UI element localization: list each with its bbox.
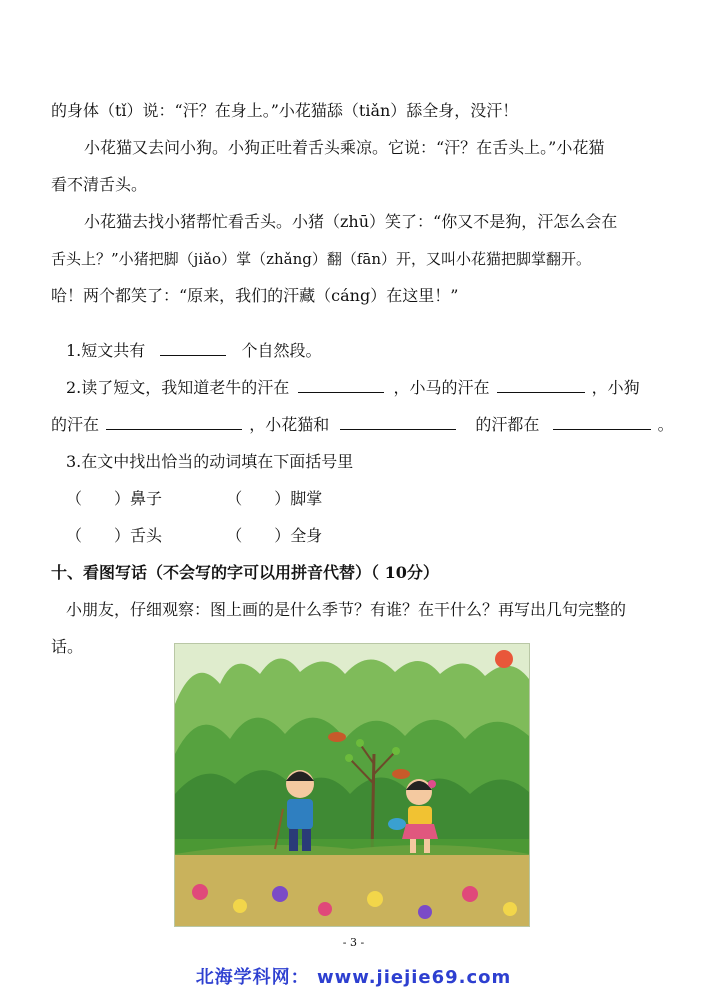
passage-line: 小花猫又去问小狗。小狗正吐着舌头乘凉。它说：“汗？在舌头上。”小花猫 bbox=[84, 138, 605, 157]
answer-blank[interactable] bbox=[160, 341, 226, 356]
question-1-text-end: 个自然段。 bbox=[241, 341, 322, 360]
option-label: 全身 bbox=[290, 526, 323, 545]
answer-blank[interactable] bbox=[497, 378, 585, 393]
option-label: 脚掌 bbox=[290, 489, 323, 508]
illustration-svg bbox=[175, 644, 529, 926]
passage-line: 哈！两个都笑了：“原来，我们的汗藏（cáng）在这里！” bbox=[51, 286, 459, 305]
page-number: - 3 - bbox=[342, 936, 365, 949]
answer-paren[interactable]: （ ） bbox=[66, 526, 131, 545]
answer-paren[interactable]: （ ） bbox=[226, 489, 291, 508]
question-2 bbox=[0, 378, 707, 398]
illustration-children-planting-tree bbox=[174, 643, 530, 927]
question-1 bbox=[0, 341, 707, 361]
question-2-text: 。 bbox=[657, 415, 674, 434]
answer-blank[interactable] bbox=[553, 415, 651, 430]
question-3: 3.在文中找出恰当的动词填在下面括号里 bbox=[66, 452, 354, 471]
question-2-text: 的汗都在 bbox=[475, 415, 540, 434]
passage-line: 舌头上？”小猪把脚（jiǎo）掌（zhǎng）翻（fān）开，又叫小花猫把脚掌翻开。 bbox=[51, 250, 592, 268]
question-3-row bbox=[0, 489, 707, 509]
answer-paren[interactable]: （ ） bbox=[226, 526, 291, 545]
question-2-text: ，小花猫和 bbox=[249, 415, 330, 434]
question-1-text: 1.短文共有 bbox=[66, 341, 146, 360]
answer-blank[interactable] bbox=[106, 415, 242, 430]
question-2-text: 2.读了短文，我知道老牛的汗在 bbox=[66, 378, 290, 397]
question-3-row bbox=[0, 526, 707, 546]
section-10-prompt: 小朋友，仔细观察：图上画的是什么季节？有谁？在干什么？再写出几句完整的 bbox=[66, 600, 627, 619]
option-label: 舌头 bbox=[130, 526, 163, 545]
passage-line: 的身体（tǐ）说：“汗？在身上。”小花猫舔（tiǎn）舔全身，没汗！ bbox=[51, 101, 519, 120]
section-10-title: 十、看图写话（不会写的字可以用拼音代替）（ 10分） bbox=[51, 563, 439, 582]
answer-blank[interactable] bbox=[340, 415, 456, 430]
footer-watermark[interactable]: 北海学科网： www.jiejie69.com bbox=[195, 967, 512, 988]
question-2-cont bbox=[0, 415, 707, 435]
answer-blank[interactable] bbox=[298, 378, 384, 393]
question-2-text: ，小狗 bbox=[591, 378, 640, 397]
question-2-text: ，小马的汗在 bbox=[393, 378, 490, 397]
option-label: 鼻子 bbox=[130, 489, 163, 508]
section-10-prompt-end: 话。 bbox=[51, 637, 84, 656]
question-2-text: 的汗在 bbox=[51, 415, 100, 434]
answer-paren[interactable]: （ ） bbox=[66, 489, 131, 508]
passage-line: 小花猫去找小猪帮忙看舌头。小猪（zhū）笑了：“你又不是狗，汗怎么会在 bbox=[84, 212, 618, 231]
passage-line: 看不清舌头。 bbox=[51, 175, 148, 194]
